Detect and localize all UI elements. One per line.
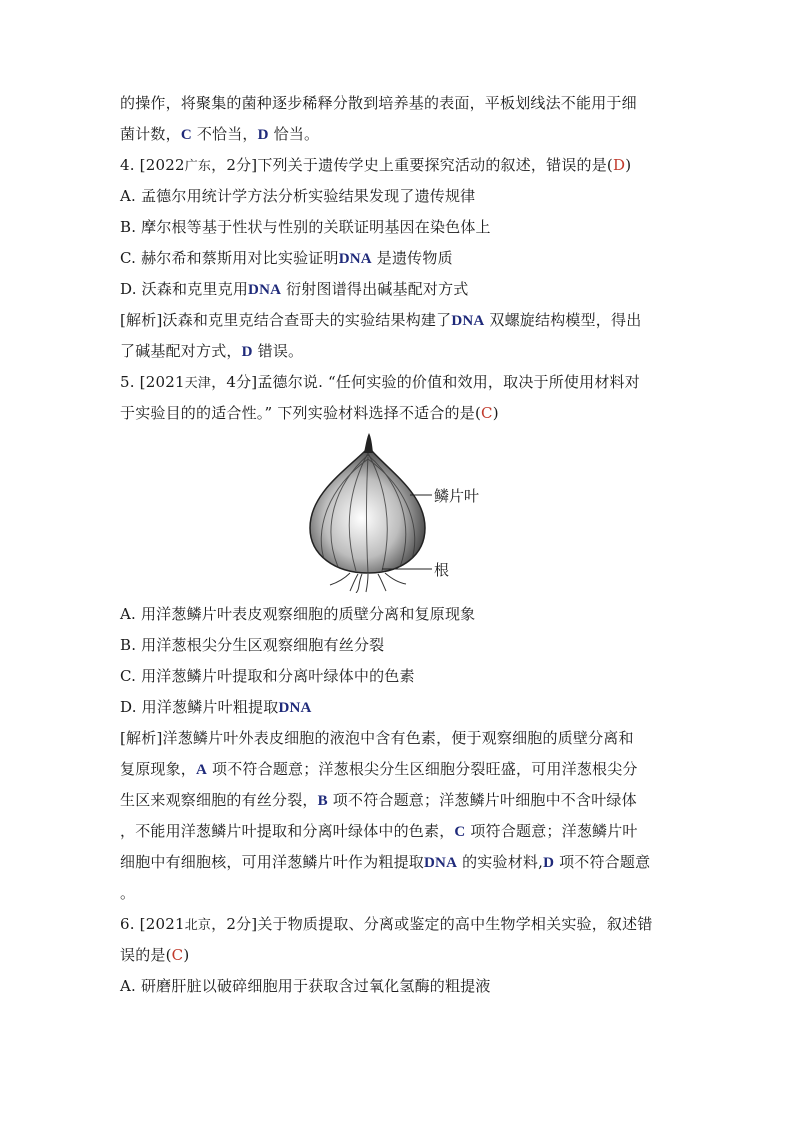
text: 细胞中有细胞核，可用洋葱鳞片叶作为粗提取 [120,853,425,871]
text: ，2分]下列关于遗传学史上重要探究活动的叙述，错误的是( [211,156,613,174]
term-dna: DNA [278,700,312,716]
option-a [120,599,680,630]
text: 的实验材料, [457,853,544,871]
text-line [120,119,680,150]
option-ref: D [543,855,555,871]
text: 不恰当， [191,125,258,143]
text: ，2分]关于物质提取、分离或鉴定的高中生物学相关实验，叙述错 [211,915,653,933]
text: 是遗传物质 [371,249,453,267]
explanation [120,723,680,754]
option-a [120,181,680,212]
onion-tip [364,433,373,453]
answer: C [171,946,184,964]
onion-illustration [120,433,680,593]
text: D. 用洋葱鳞片叶粗提取 [120,698,279,716]
text: ，不能用洋葱鳞片叶提取和分离叶绿体中的色素， [120,822,455,840]
term-dna: DNA [424,855,458,871]
explanation [120,336,680,367]
text: ，4分]孟德尔说. “任何实验的价值和效用，取决于所使用材料对 [211,373,640,391]
question-6-stem [120,940,680,971]
text: 复原现象， [120,760,197,778]
text: 6. [2021 [120,915,185,933]
option-ref: D [257,127,269,143]
text: A. 孟德尔用统计学方法分析实验结果发现了遗传规律 [120,187,476,205]
option-d [120,274,680,305]
text: ) [183,946,190,964]
text: 的操作，将聚集的菌种逐步稀释分散到培养基的表面，平板划线法不能用于细 [120,94,637,112]
explanation [120,816,680,847]
label-root: 根 [434,561,450,579]
source-region: 天津 [184,376,212,391]
term-dna: DNA [338,251,372,267]
text: 项不符合题意；洋葱鳞片叶细胞中不含叶绿体 [327,791,637,809]
option-c [120,661,680,692]
text: 生区来观察细胞的有丝分裂， [120,791,318,809]
label-scale-leaf: 鳞片叶 [434,487,480,505]
text: C. 用洋葱鳞片叶提取和分离叶绿体中的色素 [120,667,415,685]
option-ref: B [317,793,328,809]
option-ref: C [180,127,192,143]
text: 4. [2022 [120,156,185,174]
option-a [120,971,680,1002]
text: 项不符合题意 [554,853,651,871]
question-4-stem [120,150,680,181]
explanation [120,878,680,909]
text: A. 研磨肝脏以破碎细胞用于获取含过氧化氢酶的粗提液 [120,977,491,995]
option-b [120,212,680,243]
text: 项不符合题意；洋葱根尖分生区细胞分裂旺盛，可用洋葱根尖分 [207,760,638,778]
text-line [120,88,680,119]
text: B. 摩尔根等基于性状与性别的关联证明基因在染色体上 [120,218,491,236]
text: 恰当。 [268,125,320,143]
option-ref: D [241,344,253,360]
term-dna: DNA [451,313,485,329]
document-page [120,88,680,1002]
text: 了碱基配对方式， [120,342,242,360]
option-ref: A [196,762,208,778]
option-b [120,630,680,661]
text: 5. [2021 [120,373,185,391]
text: 误的是( [120,946,172,964]
question-6-stem [120,909,680,940]
explanation [120,754,680,785]
explanation [120,305,680,336]
answer: C [481,404,493,422]
text: 双螺旋结构模型，得出 [484,311,642,329]
explanation [120,785,680,816]
text: 错误。 [252,342,304,360]
onion-figure [120,433,680,593]
answer: D [612,156,626,174]
text: 。 [120,884,136,902]
text: D. 沃森和克里克用 [120,280,249,298]
text: B. 用洋葱根尖分生区观察细胞有丝分裂 [120,636,385,654]
source-region: 广东 [184,159,212,174]
option-ref: C [454,824,466,840]
term-dna: DNA [248,282,282,298]
text: ) [492,404,499,422]
question-5-stem [120,398,680,429]
text: 于实验目的的适合性。” 下列实验材料选择不适合的是( [120,404,481,422]
text: [解析]洋葱鳞片叶外表皮细胞的液泡中含有色素，便于观察细胞的质壁分离和 [120,729,634,747]
text: A. 用洋葱鳞片叶表皮观察细胞的质壁分离和复原现象 [120,605,476,623]
text: 项符合题意；洋葱鳞片叶 [465,822,638,840]
option-c [120,243,680,274]
text: C. 赫尔希和蔡斯用对比实验证明 [120,249,339,267]
option-d [120,692,680,723]
text: [解析]沃森和克里克结合查哥夫的实验结果构建了 [120,311,452,329]
explanation [120,847,680,878]
text: 菌计数， [120,125,181,143]
text: 衍射图谱得出碱基配对方式 [281,280,469,298]
text: ) [625,156,632,174]
source-region: 北京 [184,918,212,933]
question-5-stem [120,367,680,398]
